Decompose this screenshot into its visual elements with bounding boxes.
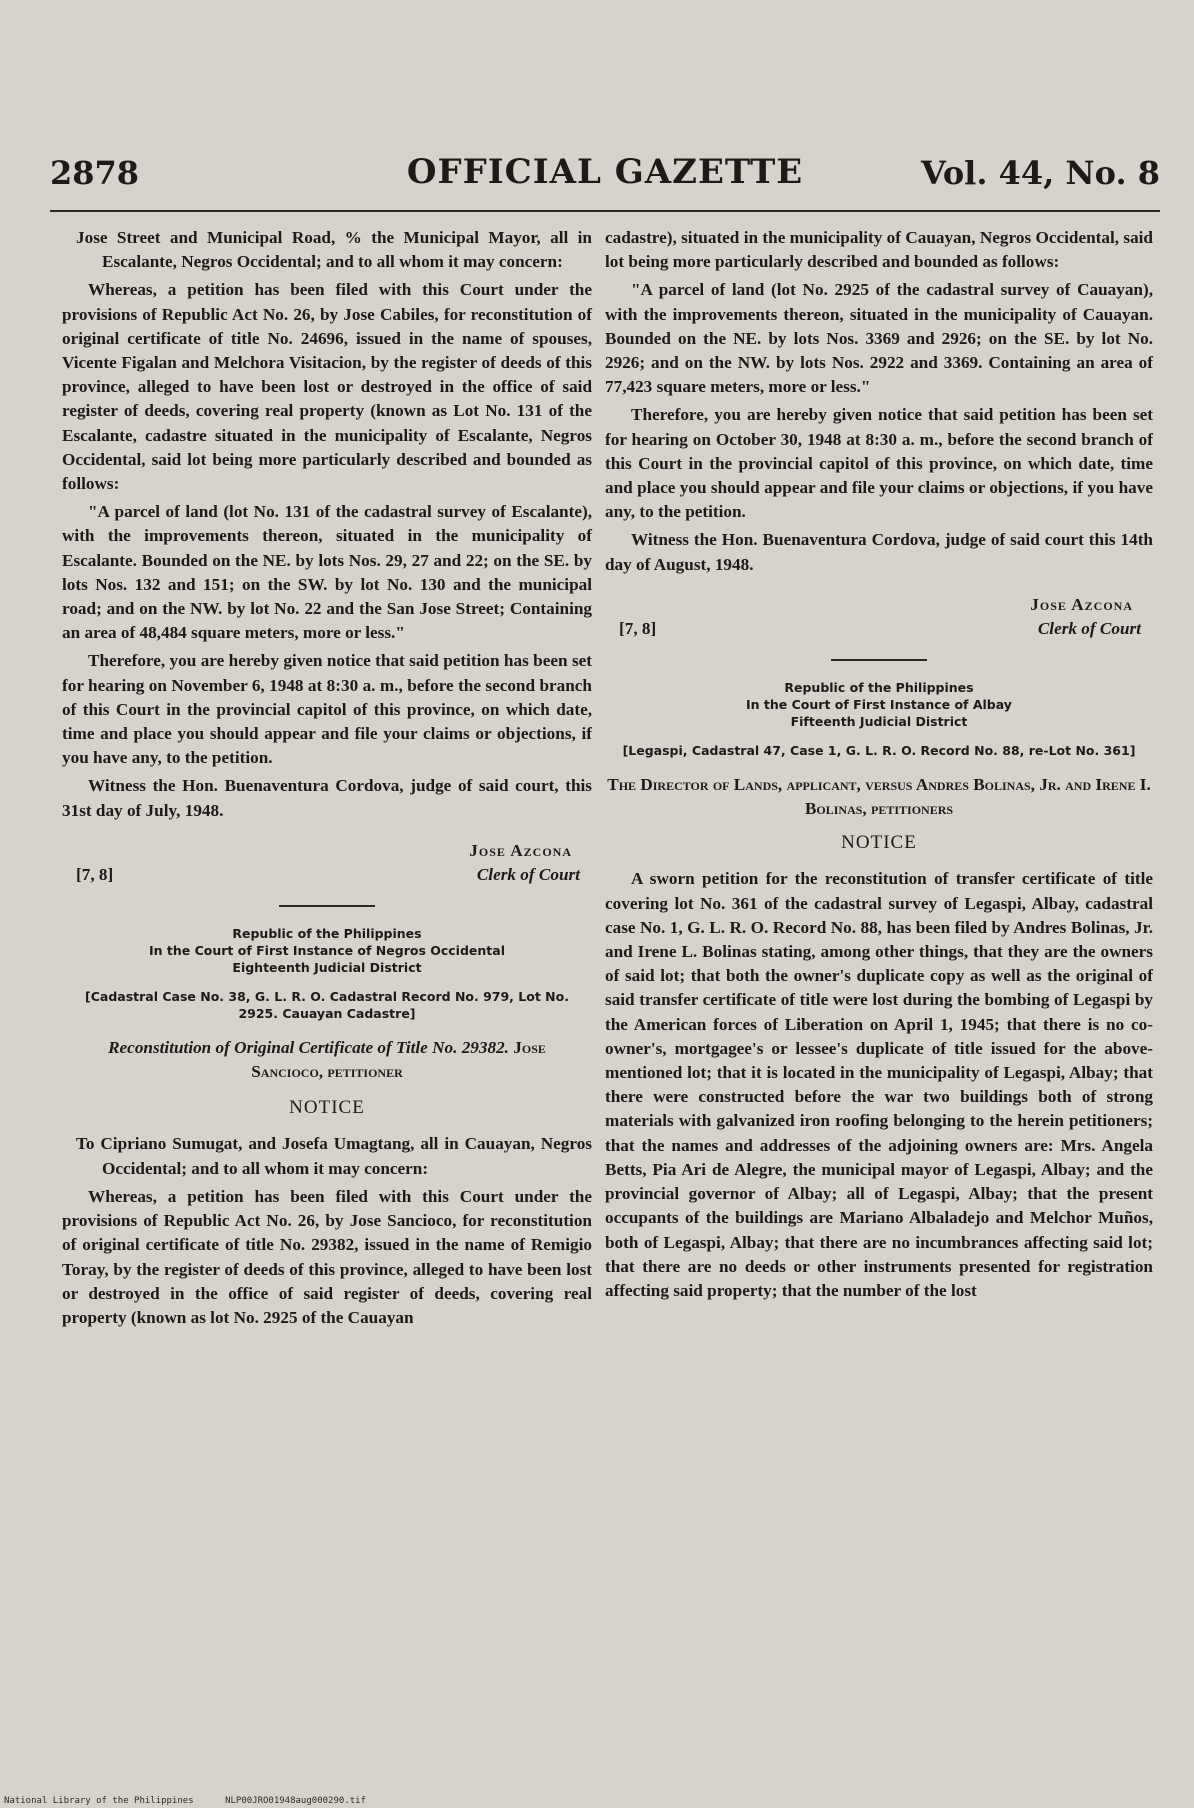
court-name: In the Court of First Instance of Albay — [746, 696, 1012, 712]
addressees-paragraph: To Cipriano Sumugat, and Josefa Umagtang, all in Cauayan, Negros Occidental; and to all whom it may concern: — [76, 1134, 592, 1178]
notice-heading: NOTICE — [289, 1097, 365, 1119]
left-whereas-paragraph-2: Whereas, a petition has been filed with this Court under the provisions of Republic Act No. 26, by Jose Sancioco, for reconstitution of original certificate of title No. 29382, issued in the name of Remigio Toray, by the register of deeds of this province, alleged to have been lost or destroyed in the office of said register of deeds, covering real property (known as lot No. 2925 of the Cauayan — [62, 1186, 592, 1327]
right-signature-block — [605, 591, 1153, 643]
petitioner-name: Jose Sancioco, petitioner — [251, 1037, 546, 1082]
section-divider — [831, 659, 927, 661]
left-parcel-paragraph: "A parcel of land (lot No. 131 of the cadastral survey of Escalante), with the improvements thereon, situated in the municipality of Escalante. Bounded on the NE. by lots Nos. 29, 27 and 22; on the SE. by lots Nos. 132 and 151; on the SW. by lot No. 130 and the municipal road; and on the NW. by lot No. 22 and the San Jose Street; Containing an area of 48,484 square meters, more or less." — [62, 502, 592, 643]
court-name: In the Court of First Instance of Negros Occidental — [149, 942, 505, 958]
case-reference: [Cadastral Case No. 38, G. L. R. O. Cadastral Record No. 979, Lot No. 2925. Cauayan Cadastre] — [85, 988, 569, 1021]
left-column — [62, 226, 592, 1334]
right-continuation-paragraph: cadastre), situated in the municipality of Cauayan, Negros Occidental, said lot being more particularly described and bounded as follows: — [605, 228, 1153, 272]
court-republic: Republic of the Philippines — [784, 679, 974, 695]
right-therefore-paragraph: Therefore, you are hereby given notice that said petition has been set for hearing on October 30, 1948 at 8:30 a. m., before the second branch of this Court in the provincial capitol of this province, on which date, time and place you should appear and file your claims or objections, if you have any, to the petition. — [605, 405, 1153, 522]
scan-footer — [4, 1796, 392, 1806]
left-witness-paragraph: Witness the Hon. Buenaventura Cordova, judge of said court, this 31st day of July, 1948. — [62, 776, 592, 820]
court-republic: Republic of the Philippines — [232, 925, 422, 941]
court-district: Eighteenth Judicial District — [232, 959, 422, 975]
signatory-name: Jose Azcona — [469, 840, 572, 860]
right-parcel-paragraph: "A parcel of land (lot No. 2925 of the cadastral survey of Cauayan), with the improvements thereon, situated in the municipality of Cauayan. Bounded on the NE. by lots Nos. 3369 and 2926; on the SE. by lot No. 2926; and on the NW. by lots Nos. 2922 and 3369. Containing an area of 77,423 square meters, more or less." — [605, 280, 1153, 397]
court-district: Fifteenth Judicial District — [790, 713, 968, 729]
right-petition-paragraph: A sworn petition for the reconstitution of transfer certificate of title covering lot No. 361 of the cadastral survey of Legaspi, Albay, cadastral case No. 1, G. L. R. O. Record No. 88, has been filed by Andres Bolinas, Jr. and Irene L. Bolinas stating, among other things, that they are the owners of said lot; that both the owner's duplicate copy as well as the original of said transfer certificate of title were lost during the bombing of Legaspi by the American forces of Liberation on April 1, 1945; that there is no co-owner's, mortgagee's or lessee's duplicate of title issued for the above-mentioned lot; that it is located in the municipality of Legaspi, Albay; that there were constructed before the war two buildings both of strong materials with galvanized iron roofing belonging to the herein petitioners; that the names and addresses of the adjoining owners are: Mrs. Angela Betts, Pia Ari de Alegre, the municipal mayor of Legaspi, Albay; and the provincial governor of Albay; all of Legaspi, Albay; that the present occupants of the buildings are Mariano Albaladejo and Melchor Muños, both of Legaspi, Albay; that there are no incumbrances affecting said lot; that there are no deeds or other instruments presented for registration affecting said property; that the number of the lost — [605, 869, 1153, 1300]
notice-heading: NOTICE — [841, 832, 917, 854]
issue-reference: [7, 8] — [619, 618, 657, 638]
right-witness-paragraph: Witness the Hon. Buenaventura Cordova, judge of said court this 14th day of August, 1948. — [605, 530, 1153, 574]
library-credit: National Library of the Philippines — [4, 1796, 194, 1806]
volume-number: Vol. 44, No. 8 — [920, 154, 1160, 192]
reconstitution-title — [62, 1036, 592, 1084]
right-column — [605, 226, 1153, 1307]
case-parties: The Director of Lands, applicant, versus Andres Bolinas, Jr. and Irene I. Bolinas, petitioners — [607, 774, 1151, 819]
page-number: 2878 — [50, 154, 140, 192]
signatory-name: Jose Azcona — [1030, 594, 1133, 614]
scan-filename: NLP00JRO01948aug000290.tif — [225, 1796, 366, 1806]
signatory-title: Clerk of Court — [476, 864, 580, 884]
court-heading — [605, 679, 1153, 730]
left-address-paragraph: Jose Street and Municipal Road, % the Municipal Mayor, all in Escalante, Negros Occidental; and to all whom it may concern: — [76, 228, 592, 272]
left-therefore-paragraph: Therefore, you are hereby given notice that said petition has been set for hearing on November 6, 1948 at 8:30 a. m., before the second branch of this Court in the provincial capitol of this province, on which date, time and place you should appear and file your claims or objections, if you have any, to the petition. — [62, 651, 592, 768]
case-reference: [Legaspi, Cadastral 47, Case 1, G. L. R. O. Record No. 88, re-Lot No. 361] — [622, 742, 1136, 758]
left-whereas-paragraph: Whereas, a petition has been filed with this Court under the provisions of Republic Act No. 26, by Jose Cabiles, for reconstitution of original certificate of title No. 24696, issued in the name of spouses, Vicente Figalan and Melchora Visitacion, by the register of deeds of this province, alleged to have been lost or destroyed in the office of said register of deeds, covering real property (known as Lot No. 131 of the Escalante, cadastre situated in the municipality of Escalante, Negros Occidental, said lot being more particularly described and bounded as follows: — [62, 280, 592, 494]
issue-reference: [7, 8] — [76, 864, 114, 884]
publication-title: OFFICIAL GAZETTE — [406, 152, 804, 192]
left-signature-block — [62, 837, 592, 889]
court-heading — [62, 925, 592, 976]
page-header — [50, 150, 1160, 212]
section-divider — [279, 905, 375, 907]
signatory-title: Clerk of Court — [1037, 618, 1141, 638]
reconstitution-subject: Reconstitution of Original Certificate of Title No. 29382. — [108, 1037, 509, 1057]
